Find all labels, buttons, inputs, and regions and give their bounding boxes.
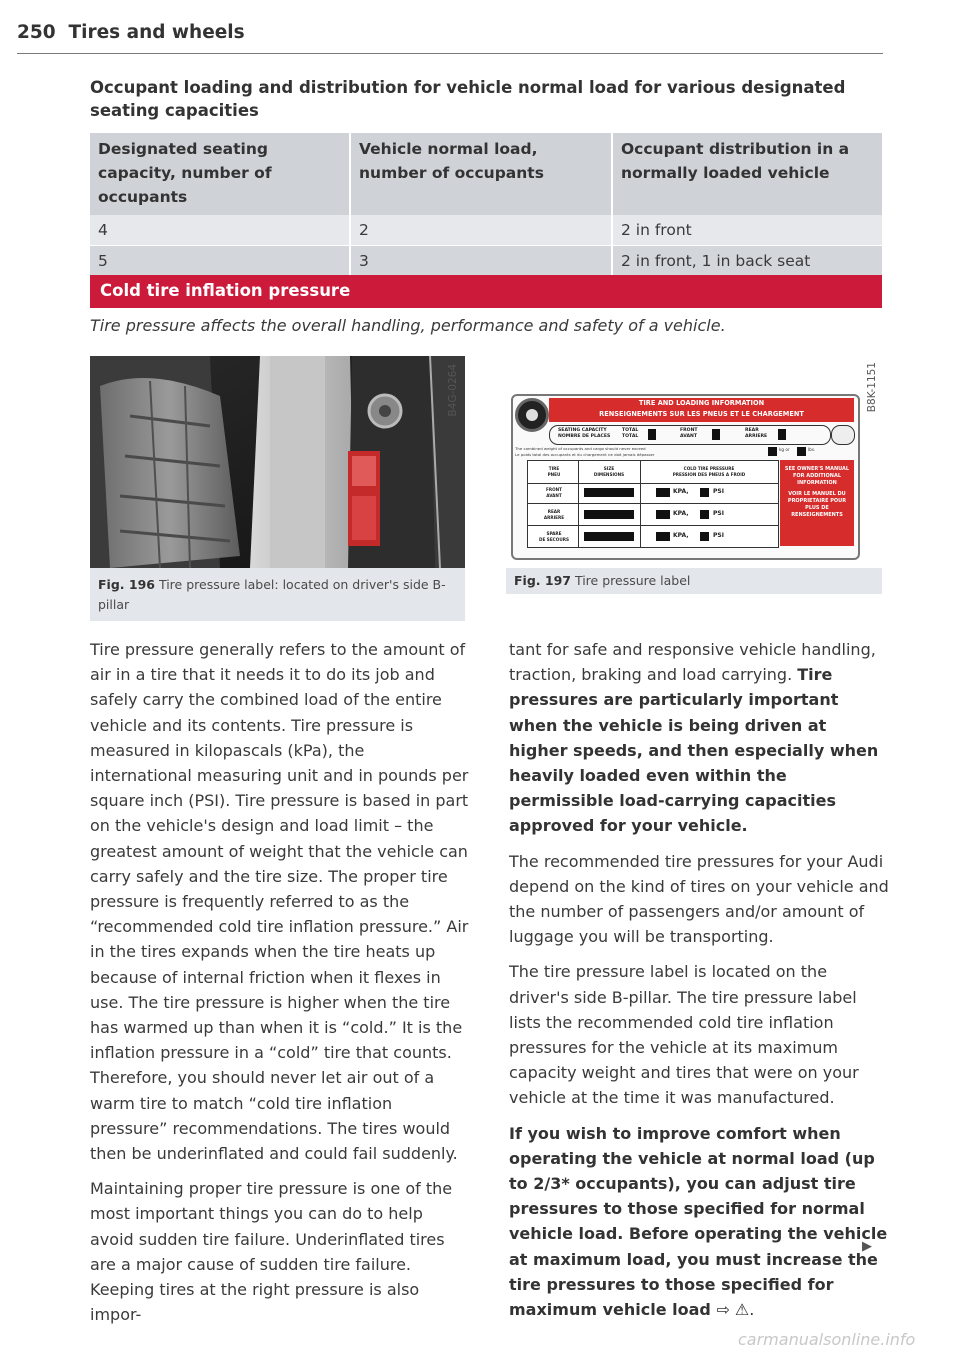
seating-capacity-row: [549, 425, 831, 445]
blank-box: [656, 510, 670, 519]
table-row: [90, 215, 882, 246]
page-header: [17, 22, 245, 43]
weight-text: [515, 446, 765, 458]
warning-reference-link[interactable]: ⇨ ⚠.: [716, 1300, 755, 1320]
figure-code: B8K-1151: [866, 362, 878, 413]
figure-code: B4G-0264: [447, 364, 459, 417]
blank-box: [584, 488, 634, 497]
total-fr: TOTAL: [622, 434, 639, 439]
figure-caption: [98, 575, 458, 615]
blank-box: [700, 510, 709, 519]
paragraph-text: tant for safe and responsive vehicle handling, traction, braking and load carrying.: [509, 640, 876, 685]
continue-arrow-icon: ▶: [862, 1239, 872, 1254]
row-rear-en: REAR: [547, 509, 561, 514]
row-spare-en: SPARE: [546, 531, 562, 536]
section-title: Cold tire inflation pressure: [100, 281, 351, 300]
col-pressure-fr: PRESSION DES PNEUS A FROID: [672, 471, 746, 477]
watermark: carmanualsonline.info: [738, 1330, 916, 1349]
paragraph: Tire pressure generally refers to the amount of air in a tire that it needs it to do its job and safely carry the combined load of the entire vehicle and its contents. Tire pressure is measured in kilopascals (kPa), the international measuring unit and in pounds per square inch (PSI). Tire pressure is based in part on the vehicle's design and load limit – the greatest amount of weight that the vehicle can carry safely and the tire size. The proper tire pressure is frequently referred to as the “recommended cold tire inflation pressure.” Air in the tires expands when the tire heats up because of internal friction when it flexes in use. The tire pressure is higher when the tire has warmed up than when it is “cold.” It is the inflation pressure in a “cold” tire that counts. Therefore, you should never let air out of a warm tire to match “cold tire inflation pressure” recommendations. The tires would then be underinflated and could fail suddenly.: [90, 640, 469, 1164]
seating-en: SEATING CAPACITY: [558, 428, 607, 433]
unit-lbs: lbs.: [808, 447, 816, 452]
label-title-fr: RENSEIGNEMENTS SUR LES PNEUS ET LE CHARGEMENT: [599, 410, 804, 418]
blank-box: [584, 532, 634, 541]
blank-box: [656, 488, 670, 497]
emphasis-text: If you wish to improve comfort when operating the vehicle at normal load (up to 2/3* occupants), you can adjust tire pressures to those specified for normal vehicle load. Before operating the vehicle at maximum load, you must increase the tire pressures to those specified for maximum vehicle load: [509, 1123, 888, 1320]
paragraph: Maintaining proper tire pressure is one of the most important things you can do to help avoid sudden tire failure. Underinflated tires are a major cause of sudden tire failure. Keeping tires at the right pressure is also impor-: [90, 1179, 453, 1325]
figure-caption-text: Tire pressure label: [574, 573, 691, 588]
table-header-cell: Occupant distribution in a normally loaded vehicle: [611, 133, 882, 215]
table-cell: 5: [90, 246, 349, 276]
paragraph: [509, 1121, 889, 1323]
table-cell: 2 in front: [611, 215, 882, 246]
psi-unit: PSI: [713, 532, 724, 539]
tire-icon: [515, 398, 549, 432]
section-name: Tires and wheels: [68, 22, 245, 43]
front-en: FRONT: [680, 428, 698, 433]
grid-line: [528, 525, 778, 526]
label-title-en: TIRE AND LOADING INFORMATION: [638, 399, 765, 407]
lead-paragraph: Tire pressure affects the overall handling, performance and safety of a vehicle.: [90, 316, 726, 335]
unit-kg: kg or: [779, 447, 790, 452]
blank-box: [778, 429, 786, 440]
table-header-cell: Designated seating capacity, number of occupants: [90, 133, 349, 215]
seating-fr: NOMBRE DE PLACES: [558, 434, 611, 439]
rear-fr: ARRIERE: [745, 434, 768, 439]
grid-line: [528, 503, 778, 504]
table-cell: 2: [349, 215, 611, 246]
kpa-unit: KPA,: [673, 510, 689, 517]
notice-en: SEE OWNER'S MANUAL FOR ADDITIONAL INFORMATION: [784, 466, 850, 486]
section-title-bar: [90, 275, 882, 308]
left-column: [90, 637, 470, 1337]
figure-197: [506, 356, 882, 594]
col-tire-en: TIRE: [548, 466, 560, 471]
seat-diagram-icon: [831, 425, 855, 445]
blank-box: [712, 429, 720, 440]
rear-en: REAR: [745, 428, 759, 433]
table-header-cell: Vehicle normal load, number of occupants: [349, 133, 611, 215]
blank-box: [797, 447, 806, 456]
grid-line: [640, 461, 641, 547]
col-pressure-en: COLD TIRE PRESSURE: [683, 466, 735, 471]
row-front-en: FRONT: [545, 487, 562, 492]
blank-box: [700, 532, 709, 541]
col-tire-fr: PNEU: [547, 471, 561, 477]
tire-label-card: [511, 394, 860, 560]
psi-unit: PSI: [713, 488, 724, 495]
row-rear-fr: ARRIERE: [543, 514, 565, 520]
figure-label: Fig. 197: [514, 573, 571, 588]
weight-en: The combined weight of occupants and cargo should never exceed: [515, 446, 646, 451]
figure-label: Fig. 196: [98, 577, 155, 592]
table-cell: 3: [349, 246, 611, 276]
figure-caption: [514, 571, 874, 591]
emphasis-text: Tire pressures are particularly important when the vehicle is being driven at higher speeds, and then especially when heavily loaded even within the permissible load-carrying capacities approved for your vehicle.: [509, 665, 879, 836]
b-pillar-photo: [90, 356, 465, 568]
kpa-unit: KPA,: [673, 532, 689, 539]
paragraph: [509, 637, 889, 839]
table-cell: 2 in front, 1 in back seat: [611, 246, 882, 276]
weight-fr: Le poids total des occupants et du chargement ne doit jamais dépasser: [515, 452, 655, 457]
paragraph: The tire pressure label is located on the driver's side B-pillar. The tire pressure label lists the recommended cold tire inflation pressures for the vehicle at its maximum capacity weight and tires that were on your vehicle at the time it was manufactured.: [509, 962, 859, 1108]
notice-fr: VOIR LE MANUEL DU PROPRIETAIRE POUR PLUS DE RENSEIGNEMENTS: [787, 491, 847, 518]
blank-box: [768, 447, 777, 456]
blank-box: [700, 488, 709, 497]
row-spare-fr: DE SECOURS: [539, 536, 569, 542]
occupant-section-title: Occupant loading and distribution for vehicle normal load for various designated seating capacities: [90, 78, 846, 120]
col-size-en: SIZE: [603, 466, 615, 471]
wheel-hub-icon: [526, 409, 538, 421]
right-column: [509, 637, 889, 1332]
pressure-grid: [527, 460, 779, 548]
table-cell: 4: [90, 215, 349, 246]
blank-box: [584, 510, 634, 519]
header-rule: [17, 53, 883, 54]
occupant-table: [90, 133, 882, 276]
col-size-fr: DIMENSIONS: [593, 471, 625, 477]
row-front-fr: AVANT: [546, 492, 562, 498]
label-title-band: [549, 398, 854, 422]
owners-manual-notice: [780, 460, 854, 546]
figure-caption-text: Tire pressure label: located on driver's side B-pillar: [98, 577, 446, 612]
blank-box: [648, 429, 656, 440]
front-fr: AVANT: [680, 434, 698, 439]
figure-196: [90, 356, 465, 621]
total-en: TOTAL: [622, 428, 639, 433]
psi-unit: PSI: [713, 510, 724, 517]
kpa-unit: KPA,: [673, 488, 689, 495]
page-number: 250: [17, 22, 56, 43]
grid-line: [578, 461, 579, 547]
table-header-row: [90, 133, 882, 215]
blank-box: [656, 532, 670, 541]
table-row: [90, 246, 882, 276]
paragraph: The recommended tire pressures for your Audi depend on the kind of tires on your vehicle and the number of passengers and/or amount of luggage you will be transporting.: [509, 851, 889, 947]
